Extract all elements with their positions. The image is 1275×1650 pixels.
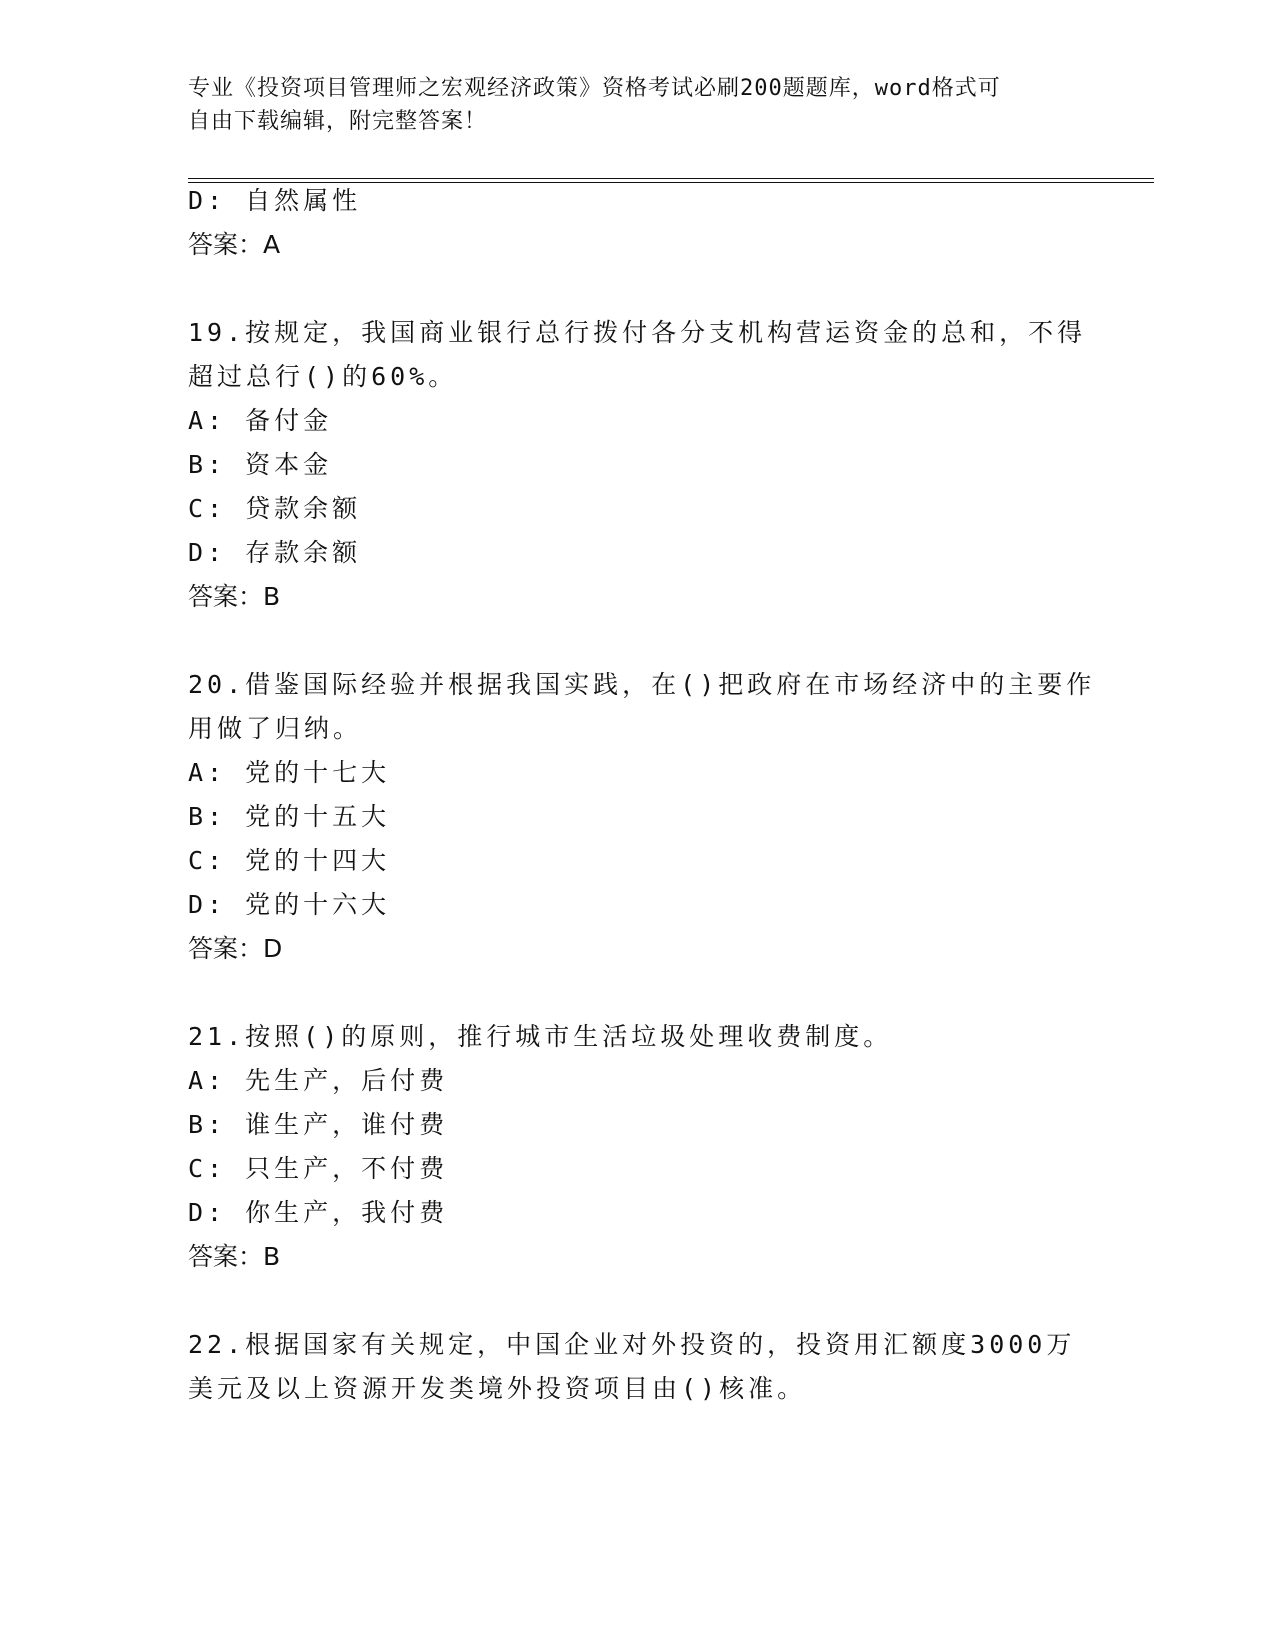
q19-option-c: C: 贷款余额 — [188, 494, 362, 523]
q19-stem-line-2: 超过总行()的60%。 — [188, 362, 458, 391]
q21-option-a: A: 先生产，后付费 — [188, 1066, 449, 1095]
q22-stem-line-1: 22.根据国家有关规定，中国企业对外投资的，投资用汇额度3000万 — [188, 1330, 1076, 1359]
q21-answer: 答案：B — [188, 1242, 281, 1271]
q21-option-b: B: 谁生产，谁付费 — [188, 1110, 449, 1139]
q20-option-d: D: 党的十六大 — [188, 890, 391, 919]
page-header — [188, 72, 1088, 138]
q20-stem-line-2: 用做了归纳。 — [188, 714, 363, 743]
q19-stem-line-1: 19.按规定，我国商业银行总行拨付各分支机构营运资金的总和，不得 — [188, 318, 1087, 347]
q22-stem-line-2: 美元及以上资源开发类境外投资项目由()核准。 — [188, 1374, 807, 1403]
q21-option-c: C: 只生产，不付费 — [188, 1154, 449, 1183]
q21-stem-line-1: 21.按照()的原则，推行城市生活垃圾处理收费制度。 — [188, 1022, 893, 1051]
q20-answer: 答案：D — [188, 934, 283, 963]
q20-option-a: A: 党的十七大 — [188, 758, 391, 787]
q19-answer: 答案：B — [188, 582, 281, 611]
header-divider — [188, 178, 1154, 183]
q20-option-c: C: 党的十四大 — [188, 846, 391, 875]
q19-option-b: B: 资本金 — [188, 450, 333, 479]
prev-option-d: D: 自然属性 — [188, 186, 362, 215]
prev-answer: 答案：A — [188, 230, 281, 259]
q21-option-d: D: 你生产，我付费 — [188, 1198, 449, 1227]
q19-option-a: A: 备付金 — [188, 406, 333, 435]
q19-option-d: D: 存款余额 — [188, 538, 362, 567]
q20-option-b: B: 党的十五大 — [188, 802, 391, 831]
header-line-1: 专业《投资项目管理师之宏观经济政策》资格考试必刷200题题库，word格式可 — [188, 76, 1001, 101]
q20-stem-line-1: 20.借鉴国际经验并根据我国实践，在()把政府在市场经济中的主要作 — [188, 670, 1096, 699]
header-line-2: 自由下载编辑，附完整答案！ — [188, 109, 488, 134]
